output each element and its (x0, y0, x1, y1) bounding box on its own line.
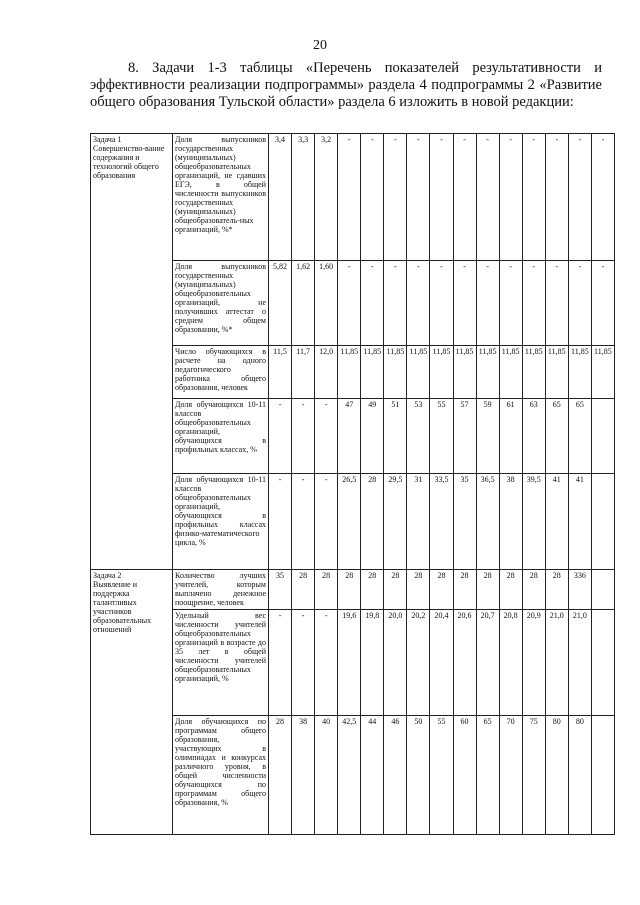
value-cell: 36,5 (476, 474, 499, 570)
value-cell (591, 399, 614, 474)
value-cell: 41 (545, 474, 568, 570)
value-cell: 33,5 (430, 474, 453, 570)
table-row (91, 570, 615, 610)
value-cell: 63 (522, 399, 545, 474)
value-cell: - (315, 474, 338, 570)
value-cell: - (430, 134, 453, 261)
value-cell: 57 (453, 399, 476, 474)
value-cell: 11,85 (499, 346, 522, 399)
value-cell: 31 (407, 474, 430, 570)
value-cell: 35 (453, 474, 476, 570)
value-cell: 11,85 (476, 346, 499, 399)
value-cell: 20,4 (430, 610, 453, 716)
indicator-cell: Доля выпускников государственных (муниципальных) общеобразовательных организаций, не сдавших ЕГЭ, в общей численности выпускников государственных (муниципальных) общеобразователь-ных организаций, %* (173, 134, 269, 261)
value-cell: 28 (476, 570, 499, 610)
value-cell: 19,6 (338, 610, 361, 716)
value-cell: 41 (568, 474, 591, 570)
value-cell: - (338, 261, 361, 346)
value-cell: 28 (453, 570, 476, 610)
value-cell: 5,82 (269, 261, 292, 346)
value-cell: 59 (476, 399, 499, 474)
value-cell: 42,5 (338, 716, 361, 835)
value-cell: 28 (407, 570, 430, 610)
value-cell: 35 (269, 570, 292, 610)
value-cell: 55 (430, 399, 453, 474)
value-cell: 51 (384, 399, 407, 474)
value-cell: 20,8 (499, 610, 522, 716)
value-cell: 28 (292, 570, 315, 610)
value-cell: 28 (361, 570, 384, 610)
value-cell: 20,7 (476, 610, 499, 716)
table-row (91, 134, 615, 261)
value-cell: 80 (545, 716, 568, 835)
value-cell: 65 (568, 399, 591, 474)
value-cell: - (545, 261, 568, 346)
value-cell: - (292, 399, 315, 474)
value-cell: 70 (499, 716, 522, 835)
indicators-table (90, 133, 615, 835)
value-cell: - (453, 134, 476, 261)
value-cell: - (407, 134, 430, 261)
value-cell (591, 716, 614, 835)
value-cell: 1,60 (315, 261, 338, 346)
indicator-cell: Доля обучающихся по программам общего образования, участвующих в олимпиадах и конкурсах различного уровня, в общей численности обучающихся по программам общего образования, % (173, 716, 269, 835)
value-cell: 28 (522, 570, 545, 610)
value-cell: 38 (292, 716, 315, 835)
value-cell: - (476, 134, 499, 261)
task-name: Совершенство-вание содержания и технологий общего образования (93, 144, 165, 180)
value-cell: - (499, 261, 522, 346)
value-cell: - (522, 261, 545, 346)
value-cell: - (338, 134, 361, 261)
value-cell: 21,0 (545, 610, 568, 716)
value-cell: 20,6 (453, 610, 476, 716)
value-cell: - (568, 134, 591, 261)
value-cell: 46 (384, 716, 407, 835)
task-name: Выявление и поддержка талантливых участников образовательных отношений (93, 580, 152, 634)
value-cell: 28 (545, 570, 568, 610)
value-cell: 60 (453, 716, 476, 835)
value-cell: - (568, 261, 591, 346)
value-cell: 55 (430, 716, 453, 835)
value-cell: - (269, 399, 292, 474)
value-cell: - (407, 261, 430, 346)
value-cell: 3,4 (269, 134, 292, 261)
value-cell: 28 (269, 716, 292, 835)
value-cell (591, 610, 614, 716)
value-cell (591, 474, 614, 570)
indicator-cell: Удельный вес численности учителей общеобразовательных организаций в возрасте до 35 лет в общей численности учителей общеобразовательных организаций, % (173, 610, 269, 716)
value-cell (591, 570, 614, 610)
value-cell: 50 (407, 716, 430, 835)
value-cell: 1,62 (292, 261, 315, 346)
value-cell: - (361, 261, 384, 346)
value-cell: 11,7 (292, 346, 315, 399)
value-cell: 47 (338, 399, 361, 474)
value-cell: - (545, 134, 568, 261)
task-label: Задача 2 (93, 571, 122, 580)
value-cell: - (591, 134, 614, 261)
value-cell: 20,2 (407, 610, 430, 716)
task-cell (91, 570, 173, 835)
value-cell: 28 (361, 474, 384, 570)
value-cell: 44 (361, 716, 384, 835)
page-number: 20 (313, 38, 327, 53)
value-cell: 11,5 (269, 346, 292, 399)
value-cell: - (499, 134, 522, 261)
value-cell: - (476, 261, 499, 346)
indicator-cell: Число обучающихся в расчете на одного педагогического работника общего образования, человек (173, 346, 269, 399)
value-cell: 11,85 (545, 346, 568, 399)
value-cell: 29,5 (384, 474, 407, 570)
value-cell: 26,5 (338, 474, 361, 570)
indicator-cell: Количество лучших учителей, которым выплачено денежное поощрение, человек (173, 570, 269, 610)
value-cell: - (384, 261, 407, 346)
value-cell: - (522, 134, 545, 261)
value-cell: 19,8 (361, 610, 384, 716)
value-cell: - (315, 399, 338, 474)
value-cell: 11,85 (384, 346, 407, 399)
value-cell: 3,3 (292, 134, 315, 261)
value-cell: - (269, 474, 292, 570)
value-cell: - (384, 134, 407, 261)
value-cell: 11,85 (453, 346, 476, 399)
value-cell: 65 (476, 716, 499, 835)
value-cell: - (292, 474, 315, 570)
task-cell (91, 134, 173, 570)
indicator-cell: Доля обучающихся 10-11 классов общеобразовательных организаций, обучающихся в профильных классах физико-математического цикла, % (173, 474, 269, 570)
value-cell: 11,85 (430, 346, 453, 399)
value-cell: - (292, 610, 315, 716)
intro-paragraph (90, 60, 602, 111)
value-cell: 61 (499, 399, 522, 474)
value-cell: 49 (361, 399, 384, 474)
value-cell: 28 (499, 570, 522, 610)
value-cell: - (361, 134, 384, 261)
value-cell: 3,2 (315, 134, 338, 261)
value-cell: 11,85 (338, 346, 361, 399)
value-cell: 65 (545, 399, 568, 474)
value-cell: - (453, 261, 476, 346)
value-cell: 11,85 (361, 346, 384, 399)
indicator-cell: Доля обучающихся 10-11 классов общеобразовательных организаций, обучающихся в профильных классах, % (173, 399, 269, 474)
task-label: Задача 1 (93, 135, 122, 144)
value-cell: 40 (315, 716, 338, 835)
value-cell: 28 (384, 570, 407, 610)
value-cell: - (269, 610, 292, 716)
value-cell: 12,0 (315, 346, 338, 399)
value-cell: 21,0 (568, 610, 591, 716)
value-cell: 11,85 (522, 346, 545, 399)
value-cell: 80 (568, 716, 591, 835)
value-cell: 28 (430, 570, 453, 610)
value-cell: 11,85 (407, 346, 430, 399)
value-cell: - (591, 261, 614, 346)
value-cell: 38 (499, 474, 522, 570)
value-cell: 39,5 (522, 474, 545, 570)
value-cell: 53 (407, 399, 430, 474)
value-cell: 11,85 (568, 346, 591, 399)
value-cell: 336 (568, 570, 591, 610)
indicator-cell: Доля выпускников государственных (муниципальных) общеобразовательных организаций, не получивших аттестат о среднем общем образовании, %* (173, 261, 269, 346)
intro-text: 8. Задачи 1-3 таблицы «Перечень показателей результативности и эффективности реализации подпрограммы» раздела 4 подпрограммы 2 «Развитие общего образования Тульской области» раздела 6 изложить в новой редакции: (90, 60, 602, 110)
value-cell: 20,0 (384, 610, 407, 716)
value-cell: 28 (338, 570, 361, 610)
value-cell: 20,9 (522, 610, 545, 716)
value-cell: 11,85 (591, 346, 614, 399)
value-cell: 28 (315, 570, 338, 610)
value-cell: - (315, 610, 338, 716)
value-cell: 75 (522, 716, 545, 835)
value-cell: - (430, 261, 453, 346)
